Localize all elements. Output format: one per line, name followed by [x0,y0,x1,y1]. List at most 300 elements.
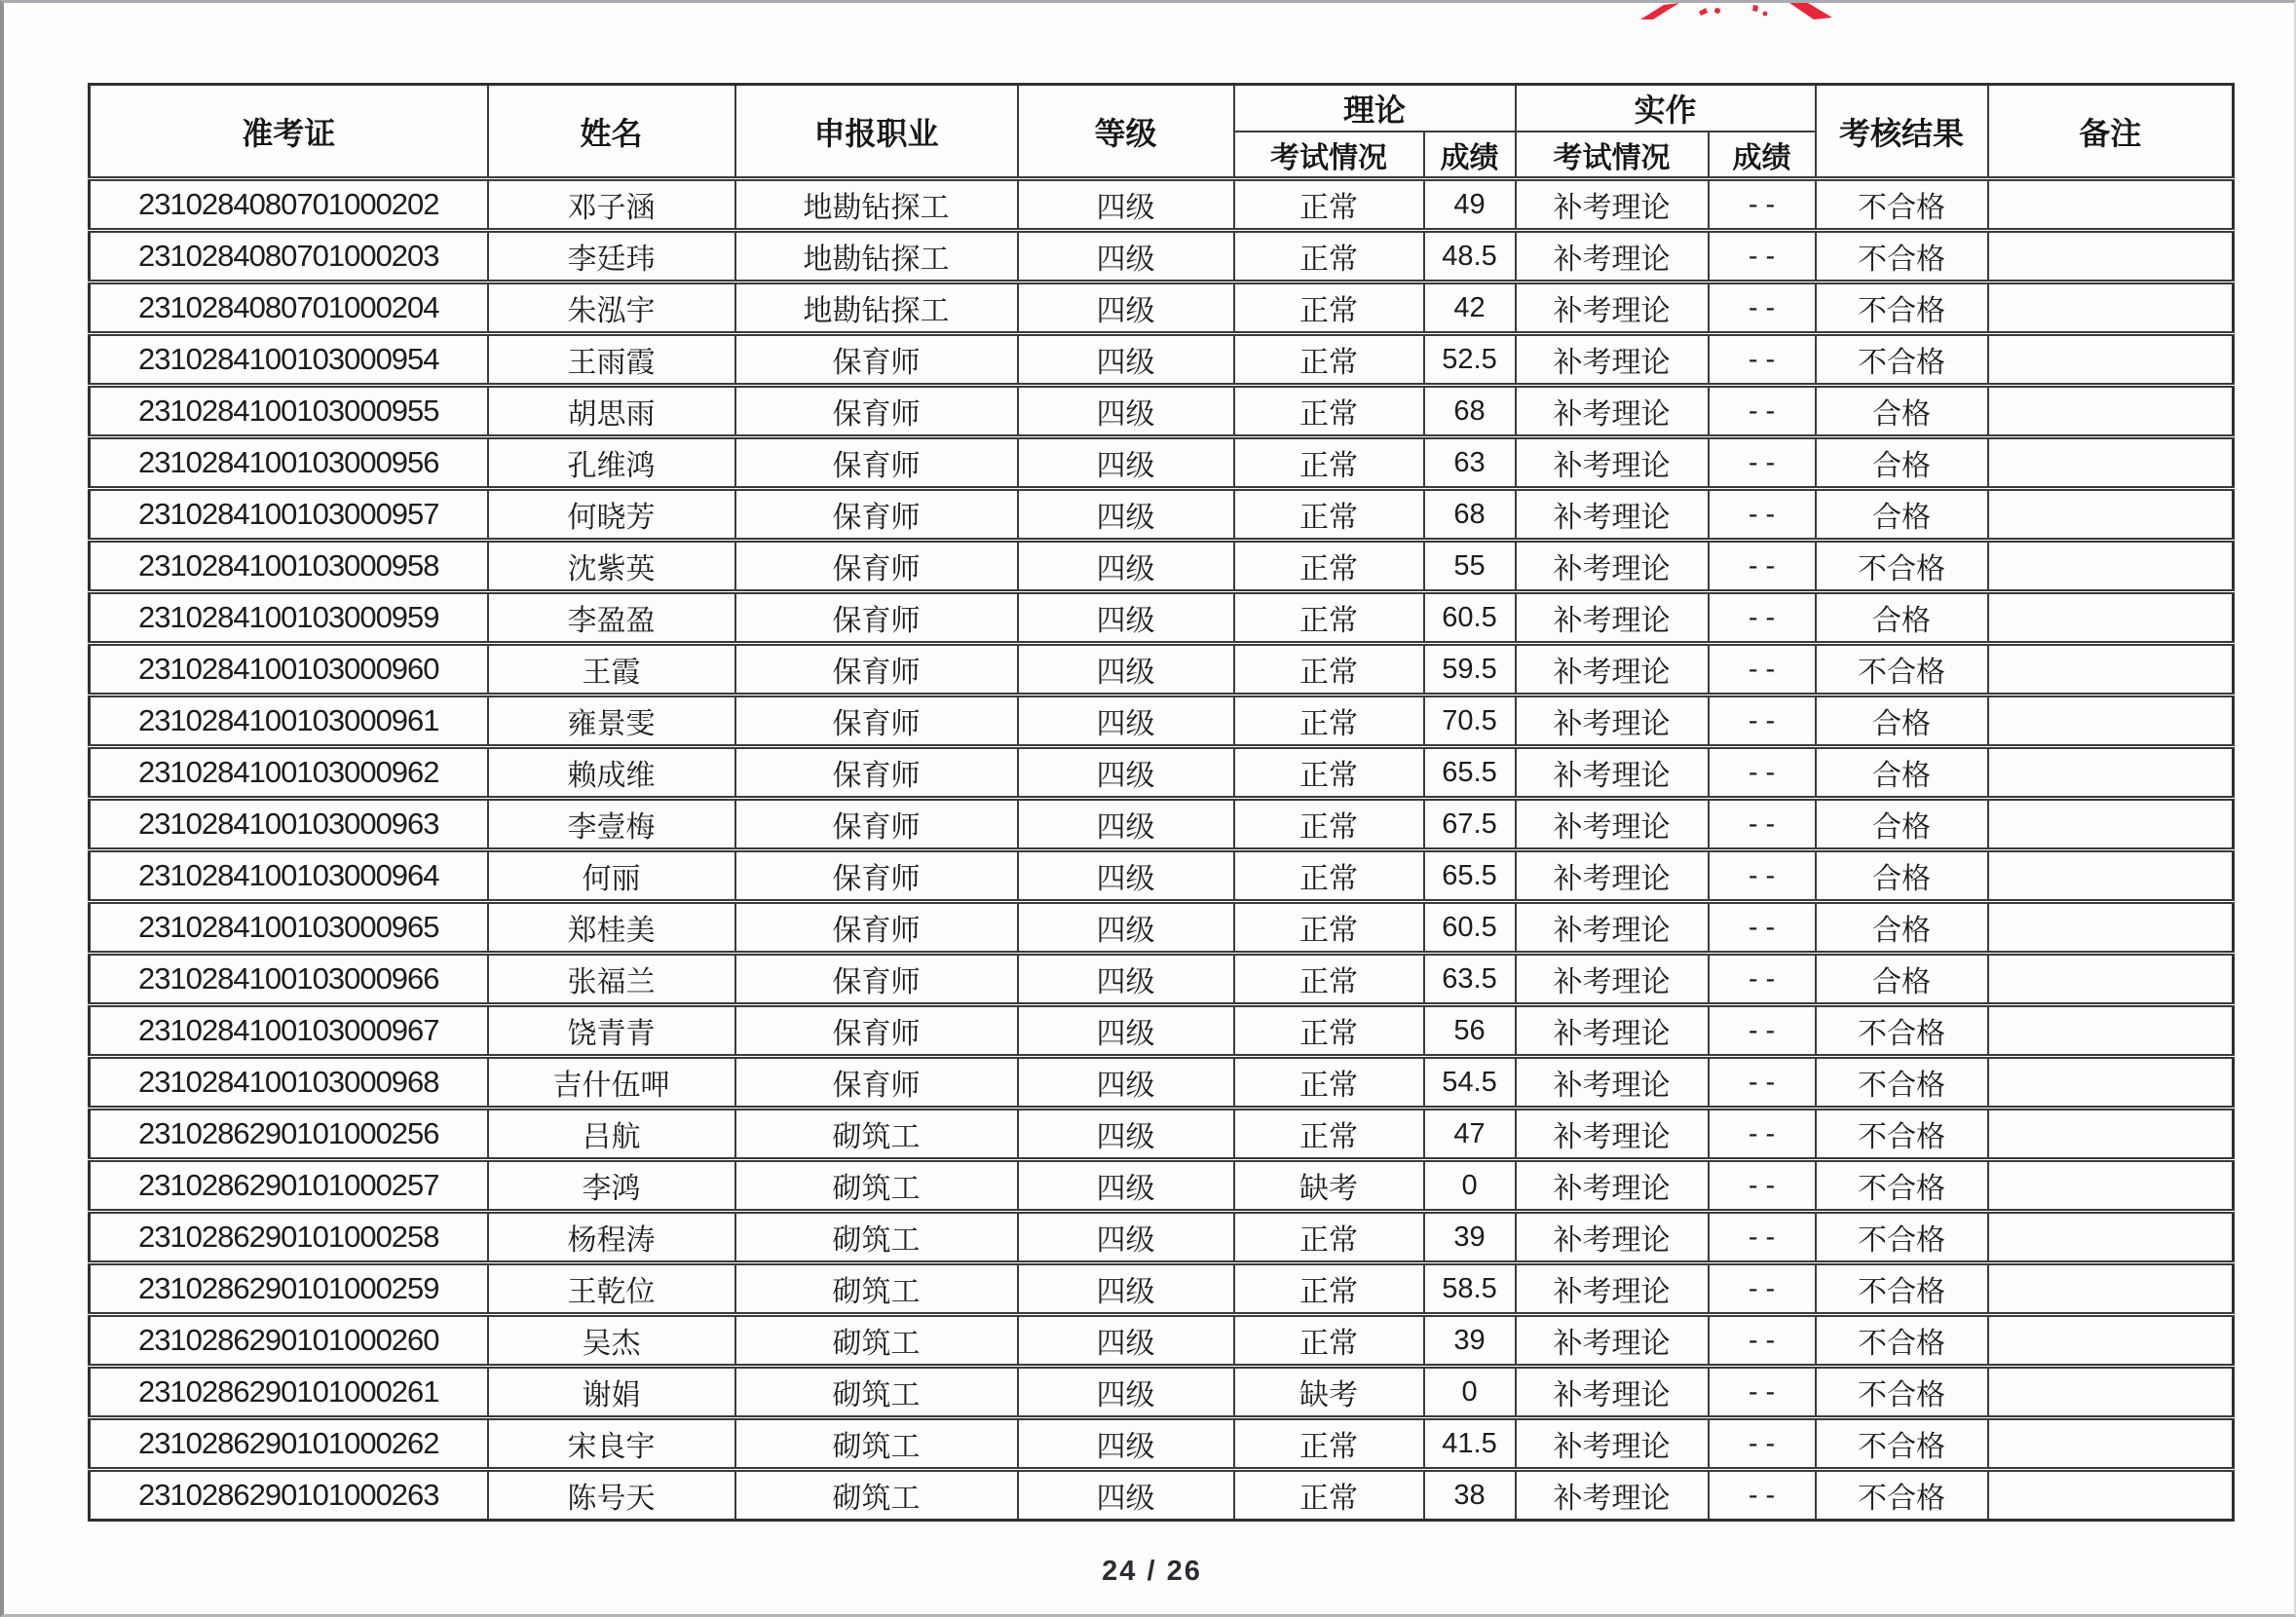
practical-score-cell: - - [1709,1109,1816,1160]
theory-score-cell: 38 [1424,1470,1516,1521]
name-cell: 陈号天 [488,1470,735,1521]
theory-exam-status-cell: 正常 [1234,747,1424,799]
admission-number-cell: 2310286290101000258 [90,1212,488,1263]
theory-score-cell: 0 [1424,1367,1516,1418]
remarks-cell [1988,541,2234,592]
name-cell: 朱泓宇 [488,282,735,334]
remarks-cell [1988,1005,2234,1057]
header-theory-score: 成绩 [1424,132,1516,179]
practical-score-cell: - - [1709,799,1816,850]
practical-score-cell: - - [1709,334,1816,386]
practical-score-cell: - - [1709,489,1816,541]
name-cell: 雍景雯 [488,696,735,747]
remarks-cell [1988,231,2234,282]
name-cell: 王霞 [488,644,735,696]
admission-number-cell: 2310286290101000257 [90,1160,488,1212]
name-cell: 谢娟 [488,1367,735,1418]
name-cell: 宋良宇 [488,1418,735,1470]
header-practical-group: 实作 [1516,85,1816,132]
occupation-cell: 保育师 [735,1005,1018,1057]
level-cell: 四级 [1018,334,1234,386]
result-cell: 不合格 [1816,1212,1988,1263]
theory-exam-status-cell: 正常 [1234,592,1424,644]
name-cell: 吉什伍呷 [488,1057,735,1109]
practical-exam-status-cell: 补考理论 [1516,644,1709,696]
occupation-cell: 砌筑工 [735,1109,1018,1160]
result-cell: 不合格 [1816,179,1988,231]
theory-score-cell: 70.5 [1424,696,1516,747]
admission-number-cell: 2310284080701000203 [90,231,488,282]
header-name: 姓名 [488,85,735,179]
theory-exam-status-cell: 正常 [1234,489,1424,541]
practical-score-cell: - - [1709,386,1816,437]
table-row [90,1418,2234,1470]
name-cell: 邓子涵 [488,179,735,231]
remarks-cell [1988,179,2234,231]
theory-score-cell: 67.5 [1424,799,1516,850]
practical-exam-status-cell: 补考理论 [1516,850,1709,902]
table-row [90,541,2234,592]
theory-exam-status-cell: 缺考 [1234,1367,1424,1418]
theory-score-cell: 60.5 [1424,902,1516,954]
occupation-cell: 保育师 [735,799,1018,850]
result-cell: 不合格 [1816,282,1988,334]
practical-score-cell: - - [1709,231,1816,282]
practical-score-cell: - - [1709,850,1816,902]
occupation-cell: 保育师 [735,644,1018,696]
practical-exam-status-cell: 补考理论 [1516,1263,1709,1315]
table-row [90,179,2234,231]
admission-number-cell: 2310286290101000261 [90,1367,488,1418]
practical-exam-status-cell: 补考理论 [1516,799,1709,850]
remarks-cell [1988,489,2234,541]
theory-score-cell: 59.5 [1424,644,1516,696]
table-row [90,799,2234,850]
level-cell: 四级 [1018,1315,1234,1367]
practical-score-cell: - - [1709,592,1816,644]
theory-score-cell: 68 [1424,489,1516,541]
admission-number-cell: 2310284100103000964 [90,850,488,902]
result-cell: 不合格 [1816,1315,1988,1367]
admission-number-cell: 2310284080701000204 [90,282,488,334]
theory-exam-status-cell: 正常 [1234,954,1424,1005]
result-cell: 不合格 [1816,541,1988,592]
results-table [88,83,2235,1522]
results-table-body [90,179,2234,1521]
table-row [90,386,2234,437]
remarks-cell [1988,1470,2234,1521]
practical-score-cell: - - [1709,1418,1816,1470]
practical-score-cell: - - [1709,1470,1816,1521]
theory-score-cell: 41.5 [1424,1418,1516,1470]
practical-score-cell: - - [1709,282,1816,334]
theory-exam-status-cell: 正常 [1234,799,1424,850]
admission-number-cell: 2310284100103000954 [90,334,488,386]
practical-exam-status-cell: 补考理论 [1516,386,1709,437]
theory-score-cell: 52.5 [1424,334,1516,386]
theory-score-cell: 54.5 [1424,1057,1516,1109]
table-row [90,696,2234,747]
name-cell: 吕航 [488,1109,735,1160]
theory-score-cell: 42 [1424,282,1516,334]
name-cell: 何晓芳 [488,489,735,541]
theory-exam-status-cell: 正常 [1234,902,1424,954]
remarks-cell [1988,437,2234,489]
theory-score-cell: 39 [1424,1212,1516,1263]
table-row [90,334,2234,386]
level-cell: 四级 [1018,1160,1234,1212]
table-row [90,644,2234,696]
result-cell: 不合格 [1816,1470,1988,1521]
practical-exam-status-cell: 补考理论 [1516,1109,1709,1160]
table-row [90,1109,2234,1160]
occupation-cell: 砌筑工 [735,1315,1018,1367]
occupation-cell: 保育师 [735,954,1018,1005]
admission-number-cell: 2310284100103000966 [90,954,488,1005]
table-row [90,1057,2234,1109]
practical-score-cell: - - [1709,902,1816,954]
remarks-cell [1988,386,2234,437]
header-theory-exam-status: 考试情况 [1234,132,1424,179]
admission-number-cell: 2310284100103000963 [90,799,488,850]
theory-exam-status-cell: 正常 [1234,334,1424,386]
practical-score-cell: - - [1709,1005,1816,1057]
remarks-cell [1988,1367,2234,1418]
occupation-cell: 砌筑工 [735,1160,1018,1212]
level-cell: 四级 [1018,592,1234,644]
theory-exam-status-cell: 正常 [1234,1057,1424,1109]
result-cell: 不合格 [1816,1109,1988,1160]
practical-exam-status-cell: 补考理论 [1516,1160,1709,1212]
level-cell: 四级 [1018,1212,1234,1263]
result-cell: 不合格 [1816,1057,1988,1109]
admission-number-cell: 2310284100103000962 [90,747,488,799]
practical-exam-status-cell: 补考理论 [1516,1470,1709,1521]
occupation-cell: 保育师 [735,541,1018,592]
table-row [90,1315,2234,1367]
level-cell: 四级 [1018,644,1234,696]
practical-exam-status-cell: 补考理论 [1516,1418,1709,1470]
theory-exam-status-cell: 正常 [1234,437,1424,489]
theory-score-cell: 49 [1424,179,1516,231]
occupation-cell: 砌筑工 [735,1367,1018,1418]
page-number: 24 / 26 [1102,1556,1202,1587]
result-cell: 不合格 [1816,1005,1988,1057]
level-cell: 四级 [1018,850,1234,902]
level-cell: 四级 [1018,1418,1234,1470]
name-cell: 赖成维 [488,747,735,799]
occupation-cell: 砌筑工 [735,1470,1018,1521]
header-level: 等级 [1018,85,1234,179]
remarks-cell [1988,1057,2234,1109]
level-cell: 四级 [1018,799,1234,850]
level-cell: 四级 [1018,902,1234,954]
remarks-cell [1988,1263,2234,1315]
result-cell: 不合格 [1816,1367,1988,1418]
practical-score-cell: - - [1709,644,1816,696]
header-result: 考核结果 [1816,85,1988,179]
practical-exam-status-cell: 补考理论 [1516,437,1709,489]
header-occupation: 申报职业 [735,85,1018,179]
practical-exam-status-cell: 补考理论 [1516,1315,1709,1367]
name-cell: 杨程涛 [488,1212,735,1263]
practical-exam-status-cell: 补考理论 [1516,282,1709,334]
result-cell: 合格 [1816,850,1988,902]
level-cell: 四级 [1018,1057,1234,1109]
header-practical-exam-status: 考试情况 [1516,132,1709,179]
practical-score-cell: - - [1709,179,1816,231]
practical-score-cell: - - [1709,954,1816,1005]
remarks-cell [1988,334,2234,386]
practical-score-cell: - - [1709,696,1816,747]
remarks-cell [1988,282,2234,334]
remarks-cell [1988,644,2234,696]
table-row [90,1263,2234,1315]
table-row [90,1005,2234,1057]
result-cell: 不合格 [1816,1160,1988,1212]
admission-number-cell: 2310284100103000967 [90,1005,488,1057]
practical-exam-status-cell: 补考理论 [1516,489,1709,541]
result-cell: 合格 [1816,386,1988,437]
remarks-cell [1988,902,2234,954]
admission-number-cell: 2310286290101000256 [90,1109,488,1160]
result-cell: 不合格 [1816,231,1988,282]
occupation-cell: 地勘钻探工 [735,282,1018,334]
theory-score-cell: 58.5 [1424,1263,1516,1315]
practical-score-cell: - - [1709,541,1816,592]
practical-exam-status-cell: 补考理论 [1516,954,1709,1005]
theory-score-cell: 39 [1424,1315,1516,1367]
theory-score-cell: 47 [1424,1109,1516,1160]
admission-number-cell: 2310284100103000958 [90,541,488,592]
occupation-cell: 保育师 [735,334,1018,386]
level-cell: 四级 [1018,489,1234,541]
level-cell: 四级 [1018,1005,1234,1057]
theory-score-cell: 63.5 [1424,954,1516,1005]
admission-number-cell: 2310286290101000262 [90,1418,488,1470]
practical-exam-status-cell: 补考理论 [1516,902,1709,954]
table-row [90,282,2234,334]
theory-score-cell: 68 [1424,386,1516,437]
practical-score-cell: - - [1709,1263,1816,1315]
table-row [90,902,2234,954]
occupation-cell: 保育师 [735,902,1018,954]
result-cell: 合格 [1816,592,1988,644]
table-row [90,747,2234,799]
result-cell: 合格 [1816,489,1988,541]
occupation-cell: 保育师 [735,437,1018,489]
name-cell: 吴杰 [488,1315,735,1367]
remarks-cell [1988,850,2234,902]
practical-score-cell: - - [1709,1212,1816,1263]
remarks-cell [1988,799,2234,850]
practical-exam-status-cell: 补考理论 [1516,541,1709,592]
result-cell: 合格 [1816,902,1988,954]
theory-score-cell: 65.5 [1424,850,1516,902]
theory-score-cell: 65.5 [1424,747,1516,799]
level-cell: 四级 [1018,437,1234,489]
remarks-cell [1988,954,2234,1005]
admission-number-cell: 2310286290101000263 [90,1470,488,1521]
remarks-cell [1988,696,2234,747]
theory-exam-status-cell: 正常 [1234,1109,1424,1160]
theory-score-cell: 56 [1424,1005,1516,1057]
table-header [90,85,2234,179]
occupation-cell: 保育师 [735,386,1018,437]
table-row [90,1367,2234,1418]
table-row [90,489,2234,541]
name-cell: 饶青青 [488,1005,735,1057]
practical-score-cell: - - [1709,747,1816,799]
table-row [90,437,2234,489]
practical-score-cell: - - [1709,1315,1816,1367]
header-practical-score: 成绩 [1709,132,1816,179]
practical-score-cell: - - [1709,1160,1816,1212]
remarks-cell [1988,1212,2234,1263]
admission-number-cell: 2310284100103000956 [90,437,488,489]
table-row [90,1160,2234,1212]
theory-exam-status-cell: 正常 [1234,282,1424,334]
theory-exam-status-cell: 正常 [1234,696,1424,747]
result-cell: 合格 [1816,799,1988,850]
result-cell: 合格 [1816,954,1988,1005]
name-cell: 李壹梅 [488,799,735,850]
level-cell: 四级 [1018,179,1234,231]
theory-score-cell: 55 [1424,541,1516,592]
table-row [90,1212,2234,1263]
result-cell: 不合格 [1816,334,1988,386]
theory-exam-status-cell: 正常 [1234,1005,1424,1057]
level-cell: 四级 [1018,1109,1234,1160]
admission-number-cell: 2310286290101000260 [90,1315,488,1367]
result-cell: 合格 [1816,437,1988,489]
theory-score-cell: 63 [1424,437,1516,489]
header-remarks: 备注 [1988,85,2234,179]
level-cell: 四级 [1018,954,1234,1005]
practical-exam-status-cell: 补考理论 [1516,1005,1709,1057]
red-seal-fragment [1640,3,1845,20]
admission-number-cell: 2310286290101000259 [90,1263,488,1315]
occupation-cell: 地勘钻探工 [735,231,1018,282]
admission-number-cell: 2310284100103000960 [90,644,488,696]
level-cell: 四级 [1018,541,1234,592]
theory-exam-status-cell: 正常 [1234,231,1424,282]
occupation-cell: 保育师 [735,696,1018,747]
name-cell: 何丽 [488,850,735,902]
name-cell: 王雨霞 [488,334,735,386]
level-cell: 四级 [1018,386,1234,437]
practical-exam-status-cell: 补考理论 [1516,1367,1709,1418]
practical-exam-status-cell: 补考理论 [1516,1212,1709,1263]
name-cell: 王乾位 [488,1263,735,1315]
practical-exam-status-cell: 补考理论 [1516,1057,1709,1109]
table-row [90,592,2234,644]
remarks-cell [1988,747,2234,799]
theory-exam-status-cell: 正常 [1234,541,1424,592]
level-cell: 四级 [1018,231,1234,282]
result-cell: 不合格 [1816,1263,1988,1315]
result-cell: 不合格 [1816,644,1988,696]
theory-exam-status-cell: 正常 [1234,1212,1424,1263]
name-cell: 张福兰 [488,954,735,1005]
remarks-cell [1988,592,2234,644]
name-cell: 胡思雨 [488,386,735,437]
level-cell: 四级 [1018,1263,1234,1315]
level-cell: 四级 [1018,282,1234,334]
theory-exam-status-cell: 正常 [1234,1418,1424,1470]
occupation-cell: 砌筑工 [735,1263,1018,1315]
remarks-cell [1988,1109,2234,1160]
practical-exam-status-cell: 补考理论 [1516,696,1709,747]
table-row [90,954,2234,1005]
theory-exam-status-cell: 正常 [1234,386,1424,437]
occupation-cell: 保育师 [735,747,1018,799]
admission-number-cell: 2310284100103000955 [90,386,488,437]
practical-exam-status-cell: 补考理论 [1516,334,1709,386]
remarks-cell [1988,1160,2234,1212]
level-cell: 四级 [1018,696,1234,747]
practical-exam-status-cell: 补考理论 [1516,747,1709,799]
practical-score-cell: - - [1709,1367,1816,1418]
admission-number-cell: 2310284100103000959 [90,592,488,644]
header-admission-no: 准考证 [90,85,488,179]
theory-exam-status-cell: 正常 [1234,1470,1424,1521]
name-cell: 李廷玮 [488,231,735,282]
admission-number-cell: 2310284100103000961 [90,696,488,747]
theory-exam-status-cell: 正常 [1234,1263,1424,1315]
level-cell: 四级 [1018,1367,1234,1418]
level-cell: 四级 [1018,1470,1234,1521]
practical-score-cell: - - [1709,437,1816,489]
theory-exam-status-cell: 正常 [1234,179,1424,231]
name-cell: 孔维鸿 [488,437,735,489]
table-row [90,231,2234,282]
result-cell: 不合格 [1816,1418,1988,1470]
theory-exam-status-cell: 缺考 [1234,1160,1424,1212]
table-row [90,850,2234,902]
practical-exam-status-cell: 补考理论 [1516,179,1709,231]
occupation-cell: 保育师 [735,489,1018,541]
theory-score-cell: 48.5 [1424,231,1516,282]
occupation-cell: 砌筑工 [735,1418,1018,1470]
theory-exam-status-cell: 正常 [1234,644,1424,696]
practical-exam-status-cell: 补考理论 [1516,592,1709,644]
result-cell: 合格 [1816,696,1988,747]
header-theory-group: 理论 [1234,85,1516,132]
practical-score-cell: - - [1709,1057,1816,1109]
theory-exam-status-cell: 正常 [1234,850,1424,902]
theory-score-cell: 60.5 [1424,592,1516,644]
name-cell: 李盈盈 [488,592,735,644]
theory-score-cell: 0 [1424,1160,1516,1212]
admission-number-cell: 2310284100103000968 [90,1057,488,1109]
name-cell: 郑桂美 [488,902,735,954]
admission-number-cell: 2310284100103000957 [90,489,488,541]
practical-exam-status-cell: 补考理论 [1516,231,1709,282]
occupation-cell: 保育师 [735,850,1018,902]
occupation-cell: 保育师 [735,1057,1018,1109]
theory-exam-status-cell: 正常 [1234,1315,1424,1367]
name-cell: 沈紫英 [488,541,735,592]
occupation-cell: 地勘钻探工 [735,179,1018,231]
level-cell: 四级 [1018,747,1234,799]
remarks-cell [1988,1418,2234,1470]
admission-number-cell: 2310284100103000965 [90,902,488,954]
name-cell: 李鸿 [488,1160,735,1212]
occupation-cell: 保育师 [735,592,1018,644]
remarks-cell [1988,1315,2234,1367]
result-cell: 合格 [1816,747,1988,799]
